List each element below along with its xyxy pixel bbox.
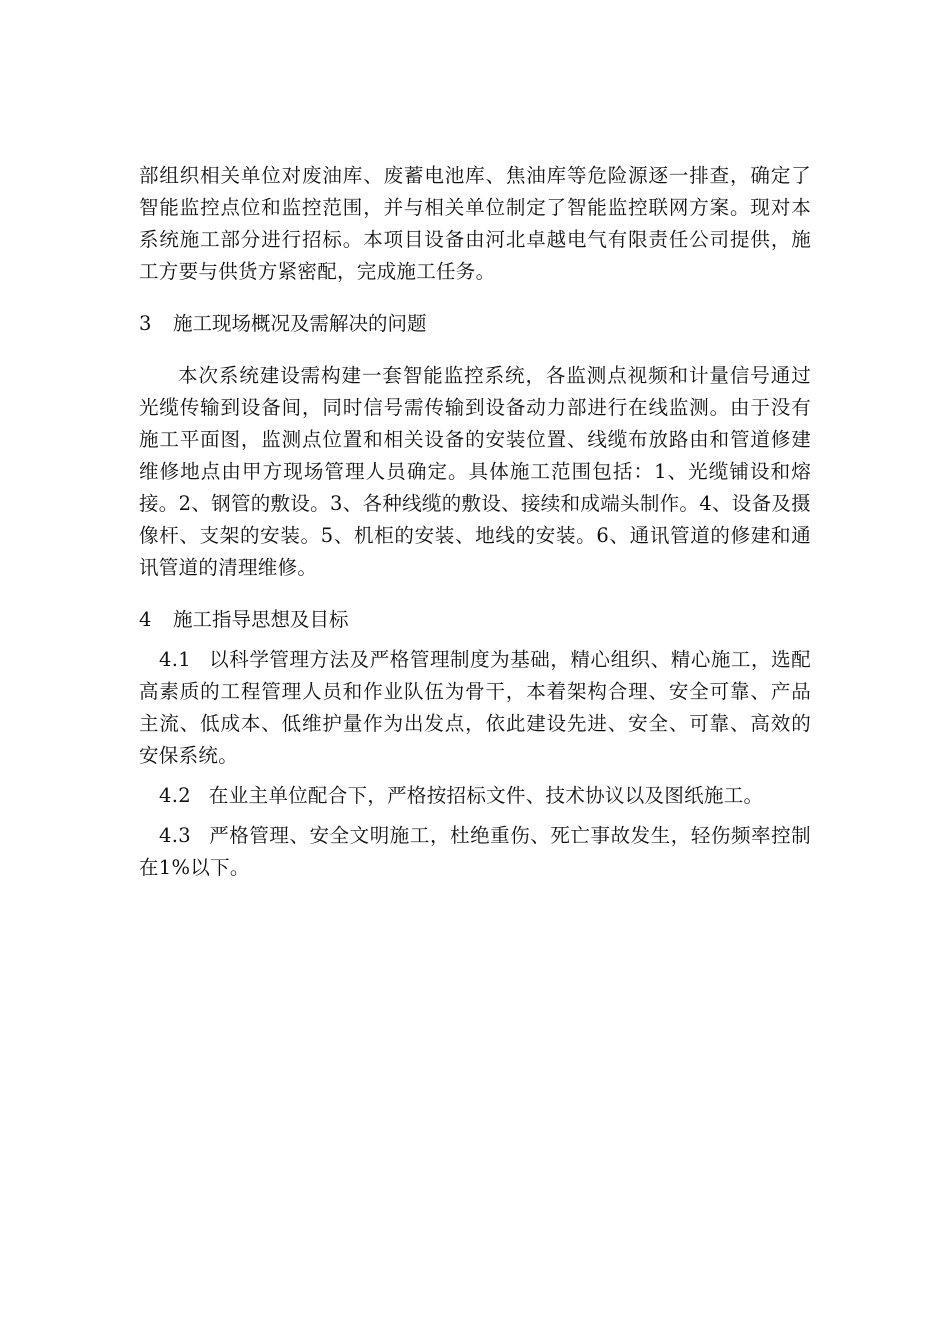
section-4-3-number: 4.3 [159, 824, 191, 847]
section-3-heading [139, 308, 811, 340]
section-4-1-text: 以科学管理方法及严格管理制度为基础，精心组织、精心施工，选配高素质的工程管理人员和作业队伍为骨干，本着架构合理、安全可靠、产品主流、低成本、低维护量作为出发点，依此建设先进、安全、可靠、高效的安保系统。 [139, 648, 811, 767]
section-3-number: 3 [139, 312, 152, 335]
section-4-2-text: 在业主单位配合下，严格按招标文件、技术协议以及图纸施工。 [208, 784, 764, 807]
section-3-body: 本次系统建设需构建一套智能监控系统，各监测点视频和计量信号通过光缆传输到设备间，同时信号需传输到设备动力部进行在线监测。由于没有施工平面图，监测点位置和相关设备的安装位置、线缆布放路由和管道修建维修地点由甲方现场管理人员确定。具体施工范围包括：1、光缆铺设和熔接。2、钢管的敷设。3、各种线缆的敷设、接续和成端头制作。4、设备及摄像杆、支架的安装。5、机柜的安装、地线的安装。6、通讯管道的修建和通讯管道的清理维修。 [139, 364, 811, 579]
section-4-number: 4 [139, 608, 152, 631]
section-4-3-text: 严格管理、安全文明施工，杜绝重伤、死亡事故发生，轻伤频率控制在1%以下。 [139, 824, 811, 879]
section-4-heading [139, 604, 811, 636]
intro-paragraph: 部组织相关单位对废油库、废蓄电池库、焦油库等危险源逐一排查，确定了智能监控点位和监控范围，并与相关单位制定了智能监控联网方案。现对本系统施工部分进行招标。本项目设备由河北卓越电气有限责任公司提供，施工方要与供货方紧密配，完成施工任务。 [139, 164, 811, 283]
section-4-2-item [139, 780, 811, 812]
section-4-title: 施工指导思想及目标 [173, 608, 349, 631]
document-content [139, 160, 811, 884]
section-3-title: 施工现场概况及需解决的问题 [173, 312, 427, 335]
section-4-1-item [139, 644, 811, 772]
section-4-1-number: 4.1 [159, 648, 191, 671]
section-4-3-item [139, 820, 811, 884]
section-4-2-number: 4.2 [159, 784, 191, 807]
